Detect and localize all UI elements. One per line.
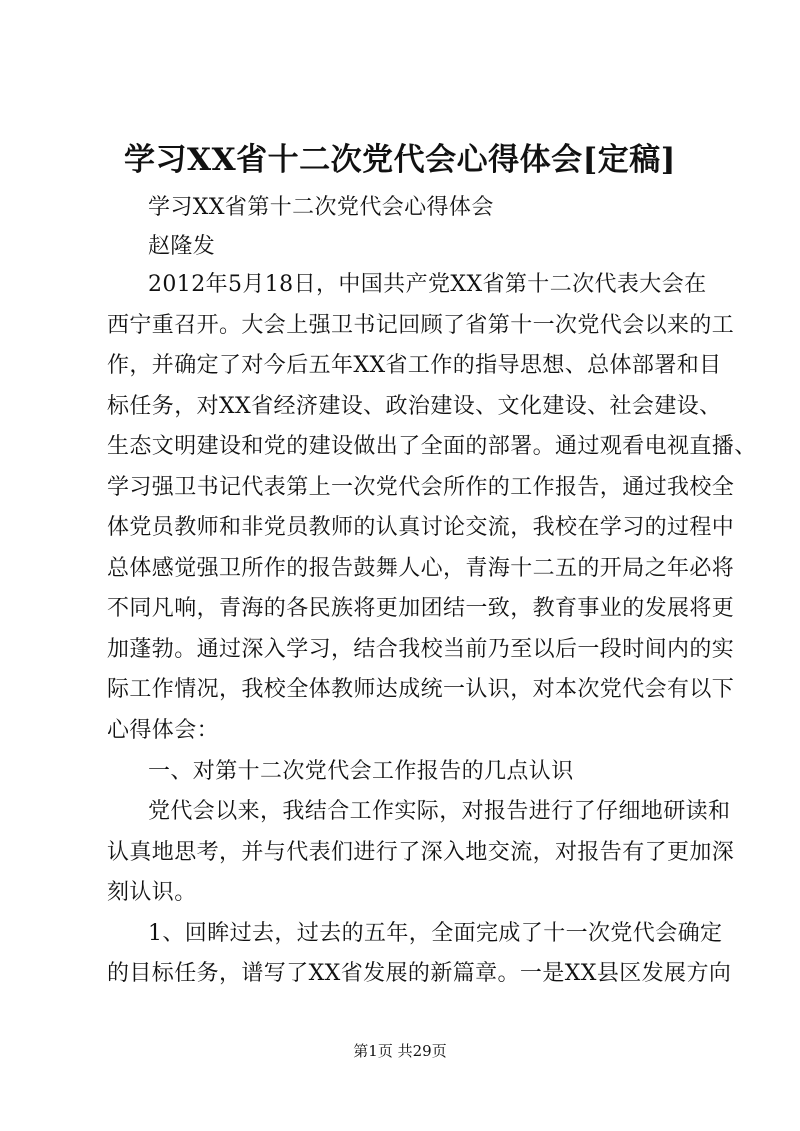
- paragraph-1-line: 总体感觉强卫所作的报告鼓舞人心，青海十二五的开局之年必将: [107, 556, 735, 581]
- paragraph-1-line: 2012年5月18日，中国共产党XX省第十二次代表大会在: [148, 272, 707, 297]
- document-author: 赵隆发: [148, 234, 216, 259]
- paragraph-1-line: 生态文明建设和党的建设做出了全面的部署。通过观看电视直播、: [107, 434, 757, 459]
- paragraph-1-line: 西宁重召开。大会上强卫书记回顾了省第十一次党代会以来的工: [107, 313, 735, 338]
- paragraph-2-line: 刻认识。: [107, 880, 197, 905]
- paragraph-1-line: 心得体会：: [107, 718, 220, 743]
- paragraph-1-line: 不同凡响，青海的各民族将更加团结一致，教育事业的发展将更: [107, 596, 735, 621]
- paragraph-3-line: 1、回眸过去，过去的五年，全面完成了十一次党代会确定: [148, 921, 723, 946]
- page-number-footer: 第1页 共29页: [353, 1042, 447, 1060]
- paragraph-1-line: 加蓬勃。通过深入学习，结合我校当前乃至以后一段时间内的实: [107, 637, 735, 662]
- document-title: 学习XX省十二次党代会心得体会[定稿]: [124, 142, 676, 178]
- paragraph-1-line: 作，并确定了对今后五年XX省工作的指导思想、总体部署和目: [107, 353, 722, 378]
- paragraph-1-line: 际工作情况，我校全体教师达成统一认识，对本次党代会有以下: [107, 677, 735, 702]
- paragraph-1-line: 学习强卫书记代表第上一次党代会所作的工作报告，通过我校全: [107, 475, 735, 500]
- section-heading: 一、对第十二次党代会工作报告的几点认识: [148, 759, 574, 784]
- paragraph-3-line: 的目标任务，谱写了XX省发展的新篇章。一是XX县区发展方向: [107, 961, 732, 986]
- paragraph-2-line: 认真地思考，并与代表们进行了深入地交流，对报告有了更加深: [107, 840, 735, 865]
- paragraph-1-line: 标任务，对XX省经济建设、政治建设、文化建设、社会建设、: [107, 394, 722, 419]
- paragraph-1-line: 体党员教师和非党员教师的认真讨论交流，我校在学习的过程中: [107, 515, 735, 540]
- paragraph-2-line: 党代会以来，我结合工作实际，对报告进行了仔细地研读和: [148, 799, 731, 824]
- document-subtitle: 学习XX省第十二次党代会心得体会: [148, 195, 494, 220]
